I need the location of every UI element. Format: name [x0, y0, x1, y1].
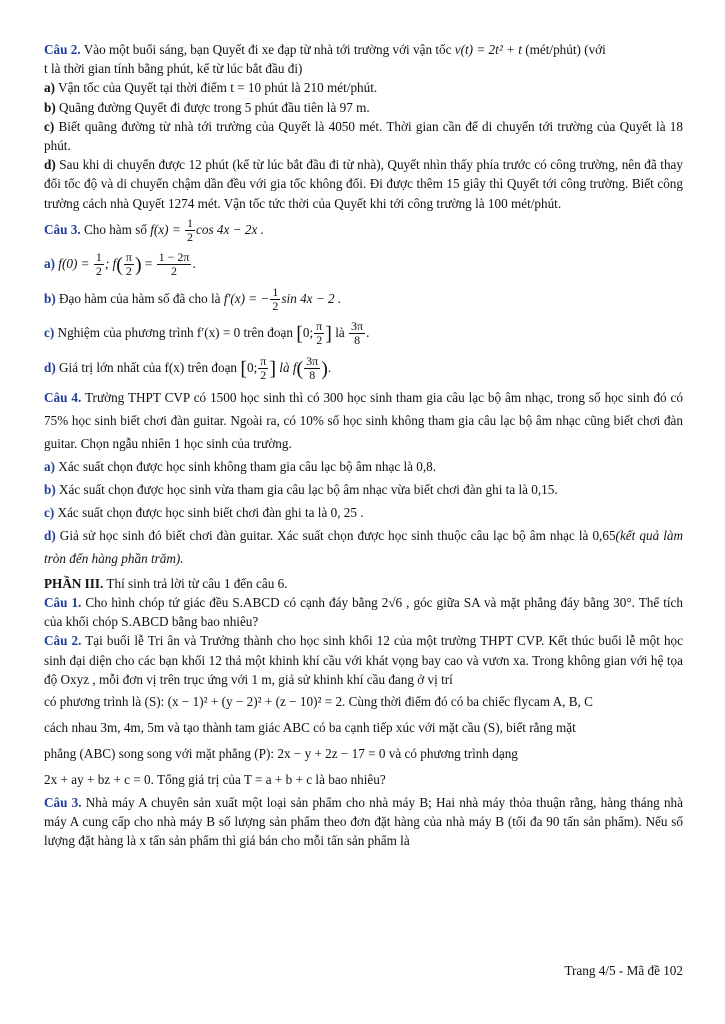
- q2-option-d: d) Sau khi di chuyển được 12 phút (kể từ lúc bắt đầu đi từ nhà), Quyết nhìn thấy phía trước có công trường, nên đã thay đổi tốc độ và di chuyển chậm dần đều với gia tốc không đổi. Đi được thêm 15 giây thì Quyết tới công trường. Biết công trường cách nhà Quyết 1274 mét. Vận tốc tức thời của Quyết khi tới công trường là 100 mét/phút.: [44, 157, 683, 211]
- p3-q2-plane: phẳng (ABC) song song với mặt phẳng (P): 2x − y + 2z − 17 = 0 và có phương trình dạng: [44, 745, 518, 761]
- q2-option-b: b) Quãng đường Quyết đi được trong 5 phút đầu tiên là 97 m.: [44, 99, 370, 115]
- fraction-one-half: $\frac{1}{2}$: [187, 216, 194, 245]
- exam-page: [44, 40, 683, 851]
- velocity-formula: v(t) = 2t² + t: [454, 42, 522, 57]
- q4-option-d: d) Giả sử học sinh đó biết chơi đàn guitar. Xác suất chọn được học sinh thuộc câu lạc bộ âm nhạc là 0,65(kết quả làm tròn đến hàng phần trăm).: [44, 527, 684, 566]
- q2-label: Câu 2.: [44, 42, 81, 57]
- p3-q2-question: 2x + ay + bz + c = 0. Tổng giá trị của T = a + b + c là bao nhiêu?: [44, 771, 386, 787]
- q3-option-b: b) Đạo hàm của hàm số đã cho là f′(x) = − $\frac{1}{2}$ sin 4x − 2 .: [44, 285, 342, 314]
- q3-option-c: c) Nghiệm của phương trình f′(x) = 0 trên đoạn [0; $\frac{\pi}{2}$ ] là $\frac{3\pi}{8}$ .: [44, 319, 370, 348]
- page-footer: Trang 4/5 - Mã đề 102: [564, 963, 683, 978]
- q4-option-c: c) Xác suất chọn được học sinh biết chơi đàn ghi ta là 0, 25 .: [44, 504, 364, 520]
- q4-intro: Câu 4. Trường THPT CVP có 1500 học sinh thì có 300 học sinh tham gia câu lạc bộ âm nhạc, trong số học sinh đó có 75% học sinh biết chơi đàn guitar. Ngoài ra, có 10% số học sinh không tham gia câu lạc bộ âm nhạc cũng biết chơi đàn guitar. Chọn ngẫu nhiên 1 học sinh của trường.: [44, 389, 684, 451]
- part3-heading: PHẦN III. Thí sinh trả lời từ câu 1 đến câu 6.: [44, 575, 288, 591]
- p3-q1: Câu 1. Cho hình chóp tứ giác đều S.ABCD có cạnh đáy bằng 2√6 , góc giữa SA và mặt phẳng đáy bằng 30°. Thể tích của khối chóp S.ABCD bằng bao nhiêu?: [44, 594, 683, 630]
- q2-option-c: c) Biết quãng đường từ nhà tới trường của Quyết là 4050 mét. Thời gian cần để di chuyển tới trường của Quyết là 18 phút.: [44, 118, 683, 154]
- q4-option-a: a) Xác suất chọn được học sinh không tham gia câu lạc bộ âm nhạc là 0,8.: [44, 458, 437, 474]
- q2-intro: Câu 2. Vào một buổi sáng, bạn Quyết đi xe đạp từ nhà tới trường với vận tốc v(t) = 2t² + t (mét/phút) (với: [44, 42, 606, 57]
- p3-q2-sphere: có phương trình là (S): (x − 1)² + (y − 2)² + (z − 10)² = 2. Cùng thời điểm đó có ba chiếc flycam A, B, C: [44, 693, 593, 709]
- q3-label: Câu 3.: [44, 221, 81, 237]
- q2-option-a: a) Vận tốc của Quyết tại thời điểm t = 10 phút là 210 mét/phút.: [44, 80, 378, 96]
- p3-q2: Câu 2. Tại buổi lễ Tri ân và Trưởng thành cho học sinh khối 12 của một trường THPT CVP. Kết thúc buổi lễ một học sinh đại diện cho các bạn khối 12 thả một khinh khí cầu với khát vọng bay cao và vươn xa. Trong không gian với hệ tọa độ Oxyz , mỗi đơn vị trên trục ứng với 1 m, giả sử khinh khí cầu đang ở vị trí: [44, 633, 683, 687]
- q3-intro: Câu 3. Cho hàm số f(x) = $\frac{1}{2}$ cos 4x − 2x .: [44, 216, 264, 245]
- q3-option-d: d) Giá trị lớn nhất của f(x) trên đoạn [0; $\frac{\pi}{2}$ ] là f( $\frac{3\pi}{8}$ ).: [44, 354, 332, 383]
- p3-q2-triangle: cách nhau 3m, 4m, 5m và tạo thành tam giác ABC có ba cạnh tiếp xúc với mặt cầu (S), biết rằng mặt: [44, 719, 576, 735]
- p3-q3: Câu 3. Nhà máy A chuyên sản xuất một loại sản phẩm cho nhà máy B; Hai nhà máy thỏa thuận rằng, hàng tháng nhà máy A cung cấp cho nhà máy B số lượng sản phẩm theo đơn đặt hàng của nhà máy B (tối đa 90 tấn sản phẩm). Nếu số lượng đặt hàng là x tấn sản phẩm thì giá bán cho mỗi tấn sản phẩm là: [44, 794, 684, 849]
- q4-option-b: b) Xác suất chọn được học sinh vừa tham gia câu lạc bộ âm nhạc vừa biết chơi đàn ghi ta là 0,15.: [44, 481, 558, 497]
- q2-intro-cont: t là thời gian tính bằng phút, kể từ lúc bắt đầu đi): [44, 61, 303, 77]
- q3-option-a: a) f(0) = $\frac{1}{2}$ ; f( $\frac{\pi}{2}$ ) = $\frac{1 - 2\pi}{2}$ .: [44, 250, 196, 279]
- q4-label: Câu 4.: [44, 389, 82, 405]
